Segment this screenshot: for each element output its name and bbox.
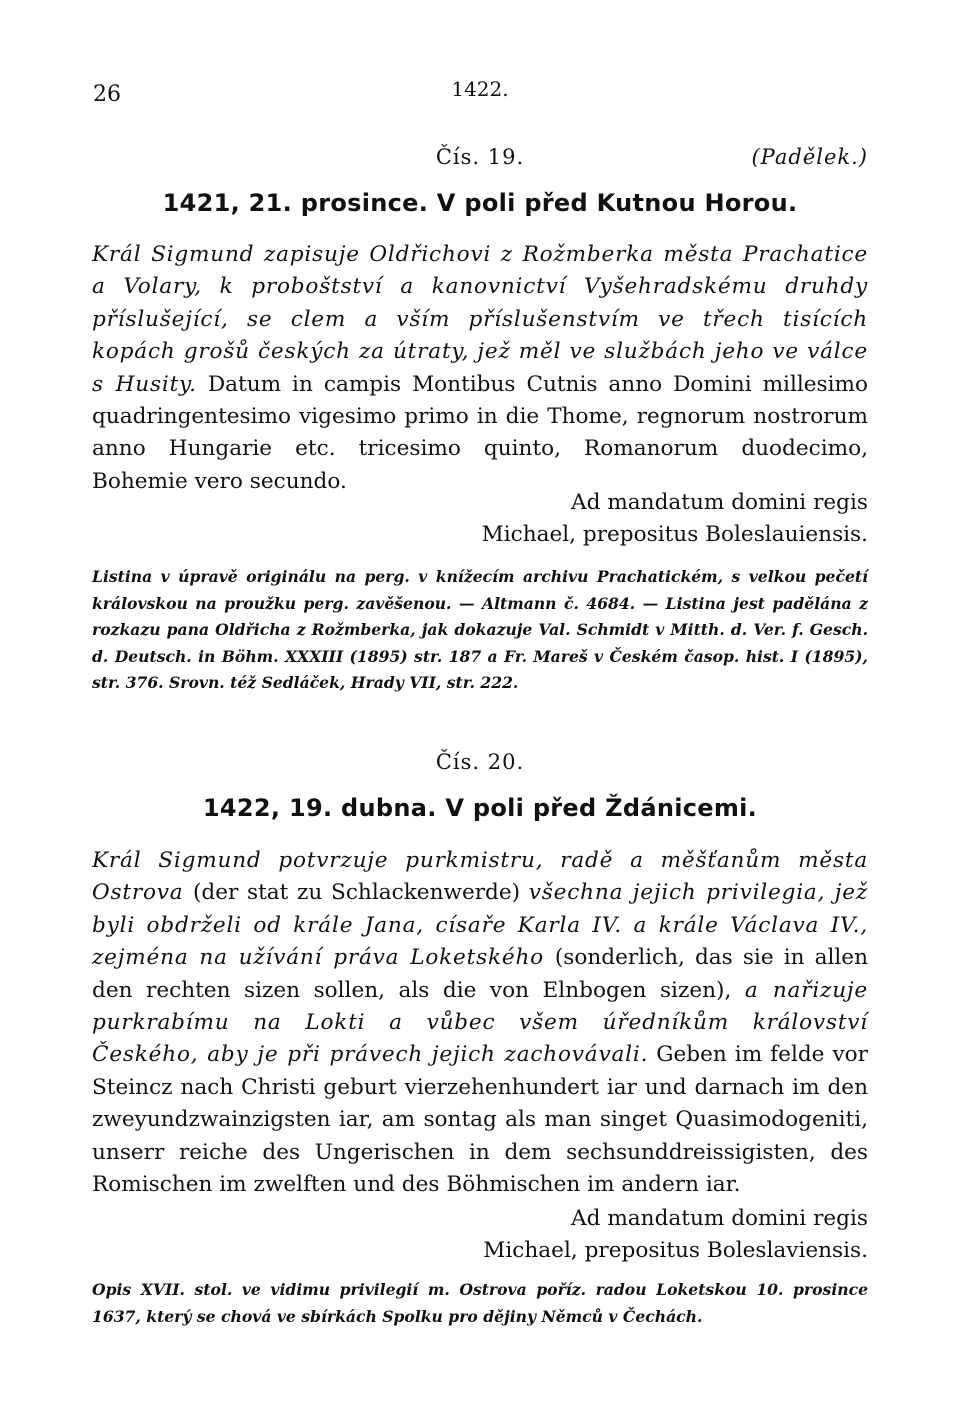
document-number-20: Čís. 20. — [435, 750, 525, 774]
running-head: 1422. — [451, 77, 509, 101]
signature-19 — [482, 487, 868, 551]
footnote-20: Opis XVII. stol. ve vidimu privilegií m. Ostrova poříz. radou Loketskou 10. prosince 1637, který se chová ve sbírkách Spolku pro dějiny Němců v Čechách. — [92, 1280, 868, 1326]
signature-20 — [483, 1203, 868, 1267]
dateline-19: 1421, 21. prosince. V poli před Kutnou Horou. — [162, 189, 798, 217]
segment: (der stat zu Schlackenwerde) — [192, 880, 529, 906]
segment: a nařizuje purkrabímu na Lokti a vůbec všem úředníkům království Českého, aby je při právech jejich zachovávali. — [92, 977, 868, 1068]
signature-line-1: Ad mandatum domini regis — [571, 1206, 868, 1231]
signature-line-1: Ad mandatum domini regis — [571, 490, 868, 515]
forgery-tag: (Padělek.) — [751, 145, 868, 169]
document-number-19: Čís. 19. — [435, 145, 525, 169]
page-number: 26 — [93, 82, 121, 107]
segment: Geben im felde vor Steincz nach Christi geburt vierzehenhundert iar und darnach im den zweyundzwainzigsten iar, am sontag als man singet Quasimodogeniti, unserr reiche des Ungerischen in dem sechsunddreissigisten, des Romischen im zwelften und des Böhmischen im andern iar. — [92, 1042, 868, 1198]
footnote-19: Listina v úpravě originálu na perg. v knížecím archivu Prachatickém, s velkou pečetí královskou na proužku perg. zavěšenou. — Altmann č. 4684. — Listina jest padělána z rozkazu pana Oldřicha z Rožmberka, jak dokazuje Val. Schmidt v Mitth. d. Ver. f. Gesch. d. Deutsch. in Böhm. XXXIII (1895) str. 187 a Fr. Mareš v Českém časop. hist. I (1895), str. 376. Srovn. též Sedláček, Hrady VII, str. 222. — [92, 567, 868, 692]
segment: všechna jejich privilegia, jež byli obdrželi od krále Jana, císaře Karla IV. a krále Václava IV., zejména na užívání práva Loketského — [92, 880, 868, 971]
document-body-19 — [92, 239, 868, 498]
dateline-20: 1422, 19. dubna. V poli před Ždánicemi. — [202, 794, 758, 822]
document-body-20 — [92, 845, 868, 1201]
signature-line-2: Michael, prepositus Boleslauiensis. — [481, 522, 868, 547]
segment: Král Sigmund potvrzuje purkmistru, radě a měšťanům města Ostrova — [92, 848, 868, 906]
segment: (sonderlich, das sie in allen den rechten sizen sollen, als die von Elnbogen sizen), — [92, 945, 868, 1003]
text-19: Datum in campis Montibus Cutnis anno Domini millesimo quadringentesimo vigesimo primo in die Thome, regnorum nostrorum anno Hungarie etc. tricesimo quinto, Romanorum duodecimo, Bohemie vero secundo. — [92, 371, 869, 494]
regest-19: Král Sigmund zapisuje Oldřichovi z Rožmberka města Prachatice a Volary, k proboštství a kanovnictví Vyšehradskému druhdy příslušející, se clem a vším příslušenstvím ve třech tisících kopách grošů českých za útraty, jež měl ve službách jeho ve válce s Husity. — [92, 242, 868, 397]
signature-line-2: Michael, prepositus Boleslaviensis. — [483, 1238, 868, 1263]
